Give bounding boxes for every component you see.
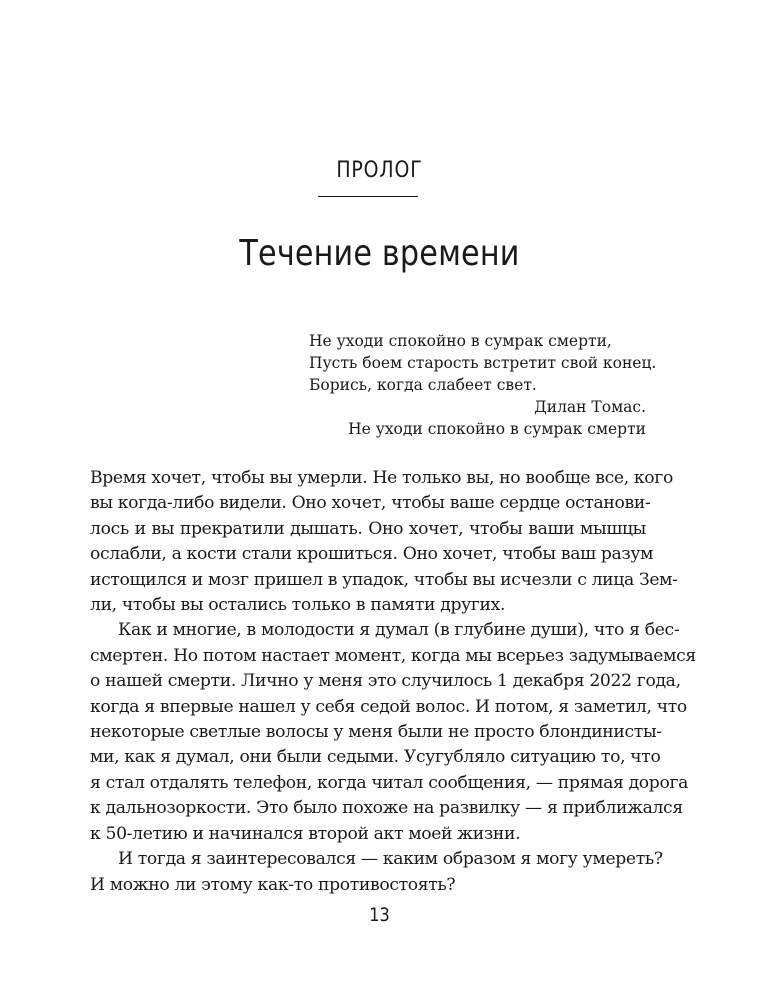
body-line: о нашей смерти. Лично у меня это случилось 1 декабря 2022 года, (90, 671, 681, 692)
body-line: И тогда я заинтересовался — каким образом я могу умереть? (118, 849, 663, 870)
epigraph-author: Дилан Томас. (534, 398, 646, 416)
epigraph-line: Не уходи спокойно в сумрак смерти, (309, 332, 612, 350)
epigraph (309, 330, 657, 440)
section-label: ПРОЛОГ (336, 158, 423, 183)
body-line: ослабли, а кости стали крошиться. Оно хочет, чтобы ваш разум (90, 544, 654, 565)
body-text (90, 466, 696, 898)
epigraph-line: Пусть боем старость встретит свой конец. (309, 354, 657, 372)
body-line: ми, как я думал, они были седыми. Усугубляло ситуацию то, что (90, 747, 661, 768)
body-line: И можно ли этому как-то противостоять? (90, 874, 456, 895)
body-line: смертен. Но потом настает момент, когда мы всерьез задумываемся (90, 645, 696, 666)
chapter-title: Течение времени (239, 233, 520, 274)
body-line: ли, чтобы вы остались только в памяти других. (90, 595, 506, 616)
body-line: к 50-летию и начинался второй акт моей жизни. (90, 823, 521, 844)
epigraph-line: Борись, когда слабеет свет. (309, 376, 537, 394)
body-line: когда я впервые нашел у себя седой волос. И потом, я заметил, что (90, 696, 687, 717)
body-line: Время хочет, чтобы вы умерли. Не только вы, но вообще все, кого (90, 468, 673, 488)
body-line: некоторые светлые волосы у меня были не просто блондинисты- (90, 722, 662, 743)
body-line: вы когда-либо видели. Оно хочет, чтобы ваше сердце останови- (90, 493, 651, 514)
title-divider (318, 196, 418, 197)
body-line: лось и вы прекратили дышать. Оно хочет, чтобы ваши мышцы (90, 518, 646, 539)
page-number: 13 (369, 904, 390, 926)
body-line: истощился и мозг пришел в упадок, чтобы вы исчезли с лица Зем- (90, 569, 678, 590)
body-line: к дальнозоркости. Это было похоже на развилку — я приближался (90, 798, 683, 819)
body-line: я стал отдалять телефон, когда читал сообщения, — прямая дорога (90, 772, 689, 793)
body-line: Как и многие, в молодости я думал (в глубине души), что я бес- (118, 620, 680, 641)
epigraph-source: Не уходи спокойно в сумрак смерти (348, 420, 646, 438)
